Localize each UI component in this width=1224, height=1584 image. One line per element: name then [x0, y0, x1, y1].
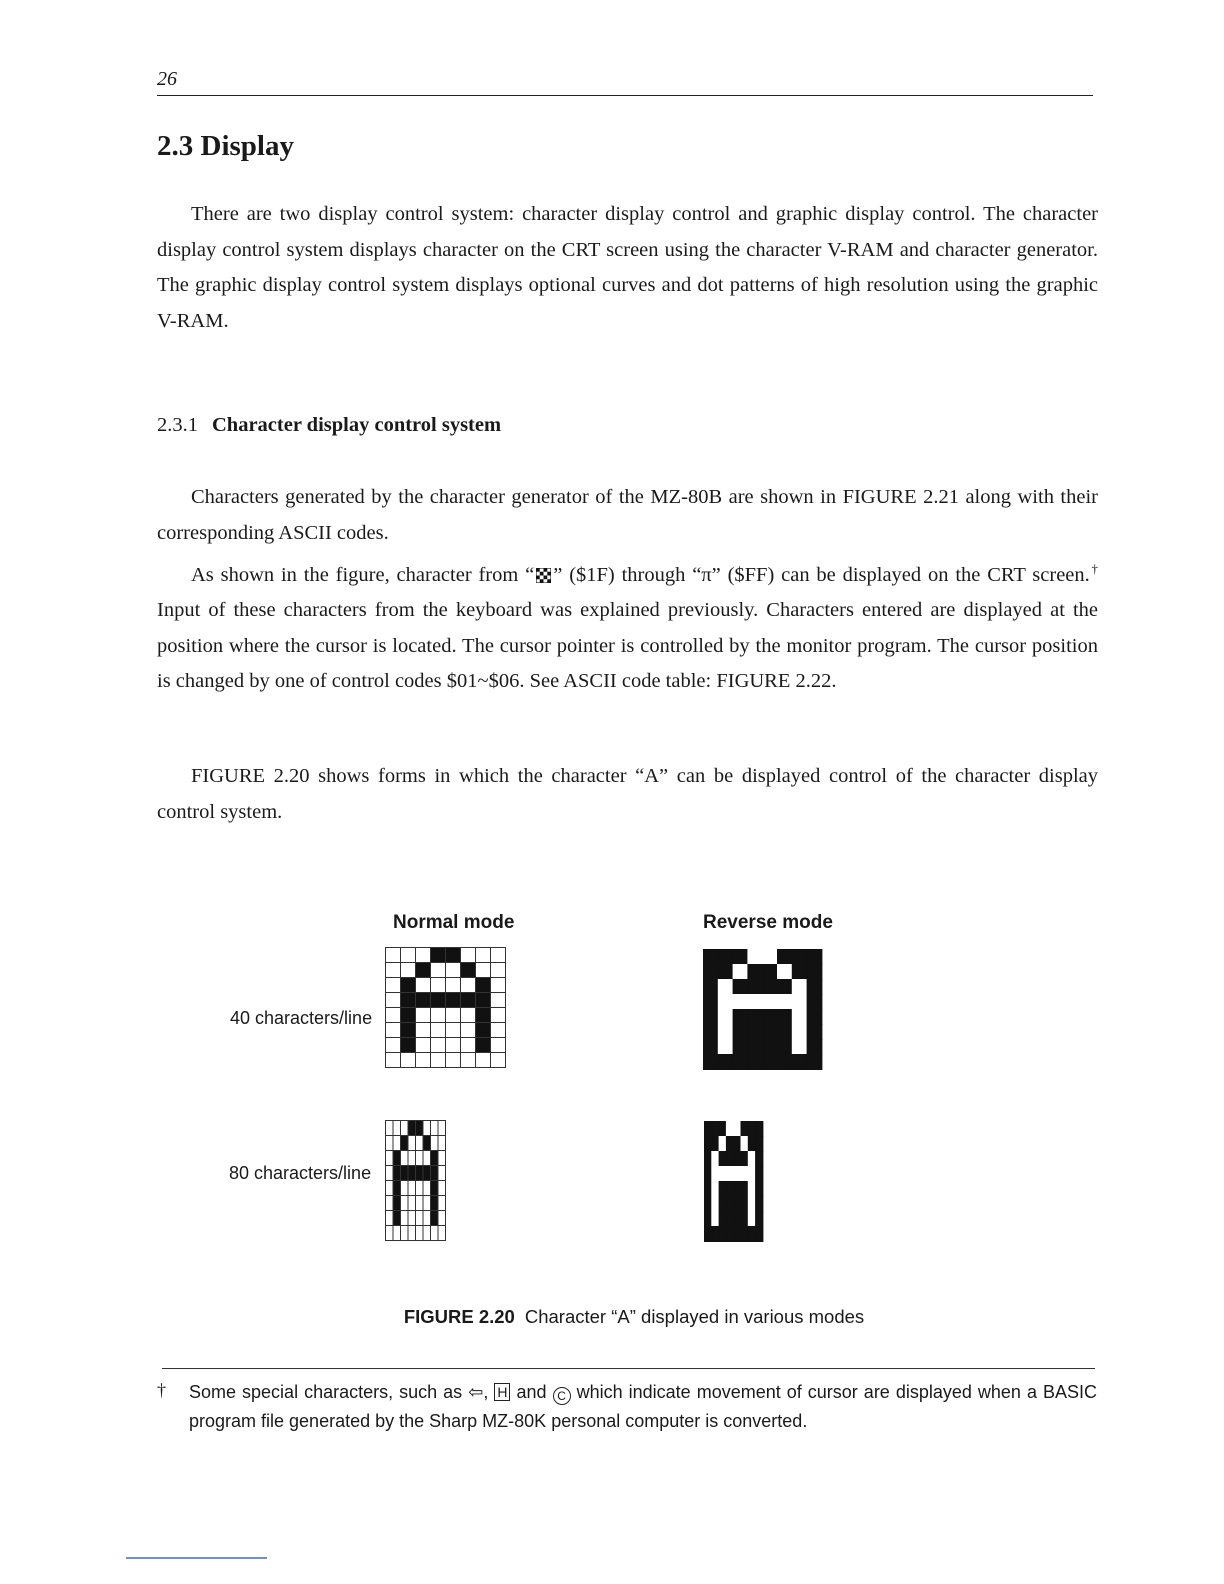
- dot-cell: [792, 995, 807, 1010]
- dot-cell: [386, 993, 401, 1008]
- dot-cell: [416, 993, 431, 1008]
- dot-cell: [431, 1181, 439, 1196]
- dot-cell: [705, 1212, 712, 1227]
- dot-cell: [393, 1226, 401, 1241]
- dot-cell: [704, 980, 719, 995]
- dot-cell: [807, 950, 822, 965]
- dot-cell: [734, 1182, 741, 1197]
- glyph-normal-80: [385, 1120, 446, 1241]
- dot-cell: [756, 1227, 763, 1242]
- dot-cell: [778, 980, 793, 995]
- dot-cell: [719, 1227, 726, 1242]
- dot-cell: [446, 978, 461, 993]
- dagger-mark: †: [1089, 561, 1098, 576]
- dot-cell: [763, 950, 778, 965]
- subsection-number: 2.3.1: [157, 414, 198, 436]
- paragraph-3-text: FIGURE 2.20 shows forms in which the character “A” can be displayed control of the character display control system.: [157, 765, 1098, 823]
- dot-cell: [807, 995, 822, 1010]
- dot-cell: [763, 980, 778, 995]
- dot-cell: [401, 1136, 409, 1151]
- dot-cell: [741, 1212, 748, 1227]
- glyph-reverse-80: [704, 1121, 764, 1242]
- left-arrow-icon: ⇦: [468, 1382, 484, 1403]
- dot-cell: [741, 1122, 748, 1137]
- dot-cell: [741, 1197, 748, 1212]
- dot-cell: [719, 1122, 726, 1137]
- dot-cell: [476, 1008, 491, 1023]
- dot-cell: [408, 1151, 416, 1166]
- dot-cell: [476, 948, 491, 963]
- dot-cell: [719, 1182, 726, 1197]
- paragraph-1-text: Characters generated by the character generator of the MZ-80B are shown in FIGURE 2.21 along with their corresponding ASCII codes.: [157, 486, 1098, 544]
- dot-cell: [476, 1053, 491, 1068]
- dot-cell: [386, 1226, 394, 1241]
- dot-cell: [792, 1055, 807, 1070]
- dot-cell: [386, 1023, 401, 1038]
- dot-cell: [704, 1040, 719, 1055]
- dot-cell: [712, 1152, 719, 1167]
- dot-cell: [393, 1166, 401, 1181]
- dot-cell: [741, 1167, 748, 1182]
- dot-cell: [386, 1053, 401, 1068]
- dot-cell: [408, 1121, 416, 1136]
- dot-cell: [726, 1227, 733, 1242]
- dot-cell: [431, 978, 446, 993]
- dot-cell: [401, 1166, 409, 1181]
- dot-cell: [386, 1196, 394, 1211]
- dot-cell: [408, 1166, 416, 1181]
- dot-cell: [792, 1040, 807, 1055]
- dot-cell: [386, 1211, 394, 1226]
- dot-cell: [491, 1023, 506, 1038]
- dot-cell: [438, 1136, 446, 1151]
- footnote-text-start: Some special characters, such as: [189, 1382, 463, 1402]
- dot-cell: [386, 1136, 394, 1151]
- dot-cell: [446, 993, 461, 1008]
- dot-cell: [416, 978, 431, 993]
- dot-cell: [718, 1040, 733, 1055]
- dot-cell: [792, 965, 807, 980]
- dot-cell: [748, 965, 763, 980]
- dot-cell: [748, 950, 763, 965]
- dot-cell: [416, 1053, 431, 1068]
- dot-cell: [401, 1008, 416, 1023]
- section-intro-text: There are two display control system: character display control and graphic display control. The character display control system displays character on the CRT screen using the character V-RAM and character generator. The graphic display control system displays optional curves and dot patterns of high resolution using the graphic V-RAM.: [157, 203, 1098, 332]
- dot-cell: [401, 1023, 416, 1038]
- dot-cell: [734, 1227, 741, 1242]
- dot-cell: [401, 1121, 409, 1136]
- dot-cell: [416, 963, 431, 978]
- dot-cell: [733, 950, 748, 965]
- dot-cell: [705, 1152, 712, 1167]
- dot-cell: [741, 1137, 748, 1152]
- dot-cell: [734, 1167, 741, 1182]
- dot-cell: [719, 1137, 726, 1152]
- dot-cell: [423, 1226, 431, 1241]
- section-intro: [157, 197, 1098, 339]
- dot-cell: [438, 1151, 446, 1166]
- dot-cell: [718, 1055, 733, 1070]
- dot-cell: [718, 1010, 733, 1025]
- dot-cell: [423, 1211, 431, 1226]
- row-label-80: 80 characters/line: [229, 1163, 372, 1183]
- dot-cell: [416, 1166, 424, 1181]
- dot-cell: [807, 1025, 822, 1040]
- dot-cell: [705, 1197, 712, 1212]
- dot-cell: [461, 1053, 476, 1068]
- paragraph-2-after: ” ($1F) through “π” ($FF) can be displayed on the CRT screen.: [553, 563, 1090, 586]
- dot-cell: [704, 1055, 719, 1070]
- dot-cell: [718, 995, 733, 1010]
- dot-cell: [712, 1167, 719, 1182]
- dot-cell: [431, 963, 446, 978]
- dot-cell: [423, 1151, 431, 1166]
- dot-cell: [741, 1227, 748, 1242]
- dot-cell: [401, 978, 416, 993]
- figure-caption-text: Character “A” displayed in various modes: [524, 1306, 865, 1327]
- dot-cell: [712, 1137, 719, 1152]
- footnote-rule: [162, 1368, 1095, 1369]
- dot-cell: [431, 1196, 439, 1211]
- dot-cell: [712, 1227, 719, 1242]
- dot-cell: [733, 1010, 748, 1025]
- subsection-title: [157, 414, 501, 437]
- dot-cell: [446, 948, 461, 963]
- dot-cell: [726, 1167, 733, 1182]
- dot-cell: [748, 1040, 763, 1055]
- dot-cell: [704, 1010, 719, 1025]
- dot-cell: [408, 1226, 416, 1241]
- dot-cell: [423, 1181, 431, 1196]
- dot-cell: [423, 1121, 431, 1136]
- dot-cell: [763, 1025, 778, 1040]
- dot-cell: [491, 978, 506, 993]
- dot-cell: [431, 1038, 446, 1053]
- dot-cell: [431, 1023, 446, 1038]
- dot-cell: [748, 1025, 763, 1040]
- dot-cell: [748, 1212, 755, 1227]
- dot-cell: [756, 1212, 763, 1227]
- dot-cell: [423, 1166, 431, 1181]
- dot-cell: [491, 963, 506, 978]
- dot-cell: [807, 1040, 822, 1055]
- dot-cell: [386, 1038, 401, 1053]
- dot-cell: [718, 950, 733, 965]
- paragraph-1: [157, 480, 1098, 551]
- dot-cell: [431, 1008, 446, 1023]
- dot-cell: [748, 1055, 763, 1070]
- dot-cell: [756, 1182, 763, 1197]
- dot-cell: [386, 948, 401, 963]
- dot-cell: [438, 1181, 446, 1196]
- dot-cell: [461, 1038, 476, 1053]
- dot-cell: [393, 1196, 401, 1211]
- dot-cell: [748, 980, 763, 995]
- dot-cell: [778, 950, 793, 965]
- dot-cell: [704, 950, 719, 965]
- dot-cell: [807, 980, 822, 995]
- dot-cell: [491, 993, 506, 1008]
- dot-cell: [704, 995, 719, 1010]
- dot-cell: [386, 963, 401, 978]
- dot-cell: [778, 1055, 793, 1070]
- dot-cell: [792, 1010, 807, 1025]
- dot-cell: [719, 1212, 726, 1227]
- header-rule: [157, 95, 1093, 96]
- dot-cell: [491, 948, 506, 963]
- dot-cell: [393, 1151, 401, 1166]
- dot-cell: [408, 1211, 416, 1226]
- dot-cell: [748, 1152, 755, 1167]
- dot-cell: [491, 1038, 506, 1053]
- dot-cell: [461, 993, 476, 1008]
- dot-cell: [719, 1167, 726, 1182]
- dot-cell: [734, 1212, 741, 1227]
- dot-cell: [778, 965, 793, 980]
- clear-icon: C: [553, 1387, 571, 1405]
- dot-cell: [718, 965, 733, 980]
- dot-cell: [476, 963, 491, 978]
- glyph-normal-40: [385, 947, 506, 1068]
- dot-cell: [386, 1121, 394, 1136]
- dot-cell: [393, 1181, 401, 1196]
- dot-cell: [401, 1038, 416, 1053]
- dot-cell: [476, 1023, 491, 1038]
- footnote: Some special characters, such as ⇦, H and C which indicate movement of cursor are displayed when a BASIC program file generated by the Sharp MZ-80K personal computer is converted.: [189, 1378, 1097, 1436]
- paragraph-3: [157, 759, 1098, 830]
- dot-cell: [763, 1055, 778, 1070]
- dot-cell: [718, 1025, 733, 1040]
- dot-cell: [416, 948, 431, 963]
- dot-cell: [705, 1167, 712, 1182]
- paragraph-2-before: As shown in the figure, character from “: [191, 563, 535, 586]
- dot-cell: [748, 1182, 755, 1197]
- dot-cell: [792, 950, 807, 965]
- dot-cell: [807, 965, 822, 980]
- dot-cell: [401, 963, 416, 978]
- home-icon: H: [494, 1383, 510, 1401]
- dot-cell: [431, 1226, 439, 1241]
- dot-cell: [446, 1053, 461, 1068]
- section-title: 2.3 Display: [157, 130, 294, 162]
- dot-cell: [705, 1122, 712, 1137]
- dot-cell: [756, 1167, 763, 1182]
- dot-cell: [438, 1121, 446, 1136]
- dot-cell: [734, 1137, 741, 1152]
- dot-cell: [416, 1151, 424, 1166]
- dot-cell: [733, 980, 748, 995]
- figure-caption: [0, 1306, 1224, 1328]
- dot-cell: [476, 1038, 491, 1053]
- dot-cell: [705, 1137, 712, 1152]
- dot-cell: [431, 1151, 439, 1166]
- dot-cell: [726, 1182, 733, 1197]
- dot-cell: [401, 993, 416, 1008]
- dot-cell: [386, 1166, 394, 1181]
- dot-cell: [423, 1136, 431, 1151]
- dot-cell: [734, 1152, 741, 1167]
- dot-cell: [748, 1137, 755, 1152]
- dot-cell: [386, 978, 401, 993]
- dot-cell: [431, 1211, 439, 1226]
- dot-cell: [705, 1227, 712, 1242]
- dot-cell: [778, 1025, 793, 1040]
- dot-cell: [446, 963, 461, 978]
- dot-cell: [416, 1008, 431, 1023]
- dot-cell: [393, 1211, 401, 1226]
- dot-cell: [423, 1196, 431, 1211]
- dot-cell: [726, 1212, 733, 1227]
- dot-cell: [431, 1166, 439, 1181]
- dot-cell: [763, 965, 778, 980]
- dot-cell: [408, 1196, 416, 1211]
- dot-cell: [386, 1181, 394, 1196]
- dot-cell: [792, 980, 807, 995]
- dot-cell: [416, 1121, 424, 1136]
- scan-artifact-line: [126, 1557, 267, 1559]
- dot-cell: [416, 1211, 424, 1226]
- dot-cell: [726, 1197, 733, 1212]
- dot-cell: [431, 1121, 439, 1136]
- dot-cell: [431, 1136, 439, 1151]
- dot-cell: [438, 1196, 446, 1211]
- dot-cell: [748, 1167, 755, 1182]
- footnote-mark: †: [157, 1380, 166, 1400]
- checker-glyph-icon: [536, 568, 551, 583]
- dot-cell: [718, 980, 733, 995]
- dot-cell: [461, 978, 476, 993]
- glyph-reverse-40: [703, 949, 823, 1070]
- dot-cell: [807, 1010, 822, 1025]
- dot-cell: [461, 948, 476, 963]
- dot-cell: [756, 1152, 763, 1167]
- dot-cell: [719, 1152, 726, 1167]
- dot-cell: [408, 1136, 416, 1151]
- dot-cell: [733, 1040, 748, 1055]
- dot-cell: [476, 978, 491, 993]
- dot-cell: [438, 1166, 446, 1181]
- dot-cell: [431, 1053, 446, 1068]
- dot-cell: [431, 993, 446, 1008]
- dot-cell: [393, 1121, 401, 1136]
- dot-cell: [792, 1025, 807, 1040]
- paragraph-2: [157, 551, 1098, 700]
- dot-cell: [748, 1122, 755, 1137]
- dot-cell: [416, 1023, 431, 1038]
- dot-cell: [401, 1053, 416, 1068]
- dot-cell: [446, 1023, 461, 1038]
- dot-cell: [704, 965, 719, 980]
- dot-cell: [446, 1008, 461, 1023]
- dot-cell: [733, 995, 748, 1010]
- dot-cell: [416, 1226, 424, 1241]
- dot-cell: [734, 1197, 741, 1212]
- dot-cell: [491, 1008, 506, 1023]
- dot-cell: [401, 1226, 409, 1241]
- paragraph-2-rest: Input of these characters from the keyboard was explained previously. Characters entered are displayed at the position where the cursor is located. The cursor pointer is controlled by the monitor program. The cursor position is changed by one of control codes $01~$06. See ASCII code table: FIGURE 2.22.: [157, 599, 1098, 693]
- dot-cell: [461, 963, 476, 978]
- dot-cell: [401, 1211, 409, 1226]
- dot-cell: [756, 1122, 763, 1137]
- dot-cell: [401, 1196, 409, 1211]
- dot-cell: [763, 995, 778, 1010]
- dot-cell: [438, 1226, 446, 1241]
- dot-cell: [756, 1197, 763, 1212]
- footnote-and: and: [516, 1382, 547, 1402]
- dot-cell: [778, 995, 793, 1010]
- dot-cell: [778, 1010, 793, 1025]
- dot-cell: [401, 1151, 409, 1166]
- dot-cell: [763, 1040, 778, 1055]
- dot-cell: [393, 1136, 401, 1151]
- dot-cell: [756, 1137, 763, 1152]
- dot-cell: [705, 1182, 712, 1197]
- dot-cell: [431, 948, 446, 963]
- dot-cell: [733, 1055, 748, 1070]
- dot-cell: [461, 1023, 476, 1038]
- dot-cell: [733, 1025, 748, 1040]
- figure-label-normal: Normal mode: [393, 912, 515, 933]
- dot-cell: [734, 1122, 741, 1137]
- dot-cell: [733, 965, 748, 980]
- dot-cell: [401, 948, 416, 963]
- row-label-40: 40 characters/line: [230, 1008, 373, 1028]
- dot-cell: [741, 1182, 748, 1197]
- dot-cell: [386, 1151, 394, 1166]
- dot-cell: [461, 1008, 476, 1023]
- dot-cell: [807, 1055, 822, 1070]
- dot-cell: [778, 1040, 793, 1055]
- dot-cell: [416, 1181, 424, 1196]
- subsection-title-text: Character display control system: [212, 414, 502, 436]
- footnote-text-end: which indicate movement of cursor are displayed when a BASIC program file generated by the Sharp MZ-80K personal computer is converted.: [189, 1382, 1097, 1431]
- dot-cell: [416, 1196, 424, 1211]
- dot-cell: [438, 1211, 446, 1226]
- dot-cell: [719, 1197, 726, 1212]
- dot-cell: [748, 995, 763, 1010]
- page-number: 26: [157, 68, 177, 90]
- dot-cell: [401, 1181, 409, 1196]
- dot-cell: [726, 1137, 733, 1152]
- dot-cell: [748, 1197, 755, 1212]
- dot-cell: [491, 1053, 506, 1068]
- dot-cell: [712, 1122, 719, 1137]
- dot-cell: [712, 1212, 719, 1227]
- dot-cell: [416, 1136, 424, 1151]
- dot-cell: [748, 1227, 755, 1242]
- dot-cell: [763, 1010, 778, 1025]
- dot-cell: [386, 1008, 401, 1023]
- dot-cell: [748, 1010, 763, 1025]
- dot-cell: [726, 1152, 733, 1167]
- dot-cell: [726, 1122, 733, 1137]
- dot-cell: [416, 1038, 431, 1053]
- dot-cell: [712, 1182, 719, 1197]
- dot-cell: [446, 1038, 461, 1053]
- figure-caption-label: FIGURE 2.20: [403, 1306, 515, 1327]
- dot-cell: [408, 1181, 416, 1196]
- dot-cell: [704, 1025, 719, 1040]
- dot-cell: [712, 1197, 719, 1212]
- dot-cell: [741, 1152, 748, 1167]
- figure-label-reverse: Reverse mode: [703, 912, 833, 933]
- dot-cell: [476, 993, 491, 1008]
